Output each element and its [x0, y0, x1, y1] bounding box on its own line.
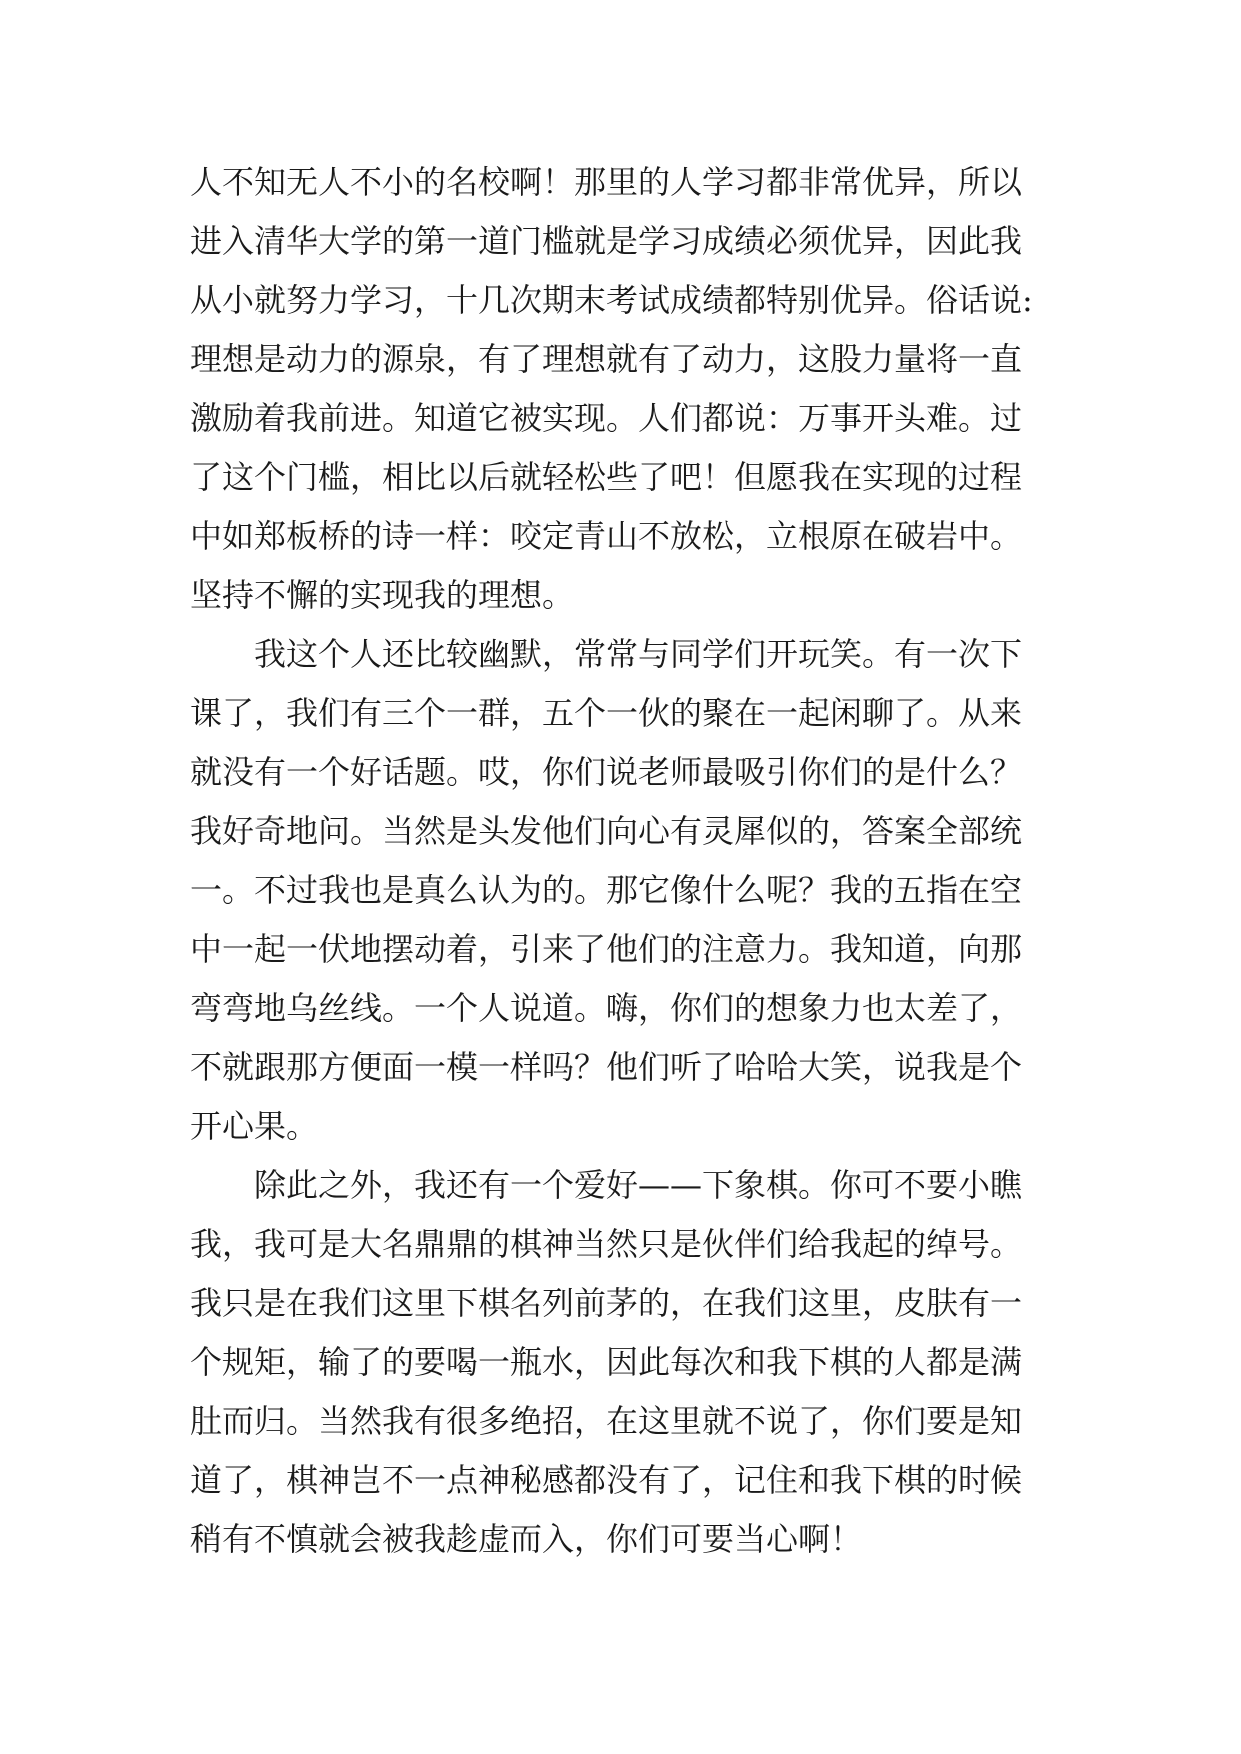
text-line: 从小就努力学习，十几次期末考试成绩都特别优异。俗话说:	[190, 281, 1033, 319]
paragraph-2	[190, 625, 1070, 1156]
text-line: 中如郑板桥的诗一样：咬定青山不放松，立根原在破岩中。	[190, 517, 1023, 555]
paragraph-3	[190, 1156, 1070, 1569]
text-line: 进入清华大学的第一道门槛就是学习成绩必须优异，因此我	[190, 222, 1023, 260]
text-line: 我这个人还比较幽默，常常与同学们开玩笑。有一次下	[254, 635, 1023, 673]
text-line: 开心果。	[190, 1107, 319, 1145]
text-line: 人不知无人不小的名校啊！那里的人学习都非常优异，所以	[190, 163, 1023, 201]
text-line: 课了，我们有三个一群，五个一伙的聚在一起闲聊了。从来	[190, 694, 1023, 732]
text-line: 弯弯地乌丝线。一个人说道。嗨，你们的想象力也太差了，	[190, 989, 1023, 1027]
text-line: 理想是动力的源泉，有了理想就有了动力，这股力量将一直	[190, 340, 1023, 378]
text-line: 就没有一个好话题。哎，你们说老师最吸引你们的是什么？	[190, 753, 1023, 791]
text-line: 道了，棋神岂不一点神秘感都没有了，记住和我下棋的时候	[190, 1461, 1023, 1499]
text-line: 中一起一伏地摆动着，引来了他们的注意力。我知道，向那	[190, 930, 1023, 968]
text-line: 我好奇地问。当然是头发他们向心有灵犀似的，答案全部统	[190, 812, 1023, 850]
text-line: 稍有不慎就会被我趁虚而入，你们可要当心啊！	[190, 1520, 863, 1558]
text-line: 我，我可是大名鼎鼎的棋神当然只是伙伴们给我起的绰号。	[190, 1225, 1023, 1263]
paragraph-1	[190, 153, 1070, 625]
text-line: 除此之外，我还有一个爱好——下象棋。你可不要小瞧	[254, 1166, 1023, 1204]
body-text	[190, 153, 1070, 1569]
text-line: 肚而归。当然我有很多绝招，在这里就不说了，你们要是知	[190, 1402, 1023, 1440]
text-line: 不就跟那方便面一模一样吗？他们听了哈哈大笑，说我是个	[190, 1048, 1023, 1086]
text-line: 我只是在我们这里下棋名列前茅的，在我们这里，皮肤有一	[190, 1284, 1023, 1322]
text-line: 个规矩，输了的要喝一瓶水，因此每次和我下棋的人都是满	[190, 1343, 1023, 1381]
text-line: 坚持不懈的实现我的理想。	[190, 576, 575, 614]
text-line: 激励着我前进。知道它被实现。人们都说：万事开头难。过	[190, 399, 1023, 437]
text-line: 一。不过我也是真么认为的。那它像什么呢？我的五指在空	[190, 871, 1023, 909]
text-line: 了这个门槛，相比以后就轻松些了吧！但愿我在实现的过程	[190, 458, 1023, 496]
